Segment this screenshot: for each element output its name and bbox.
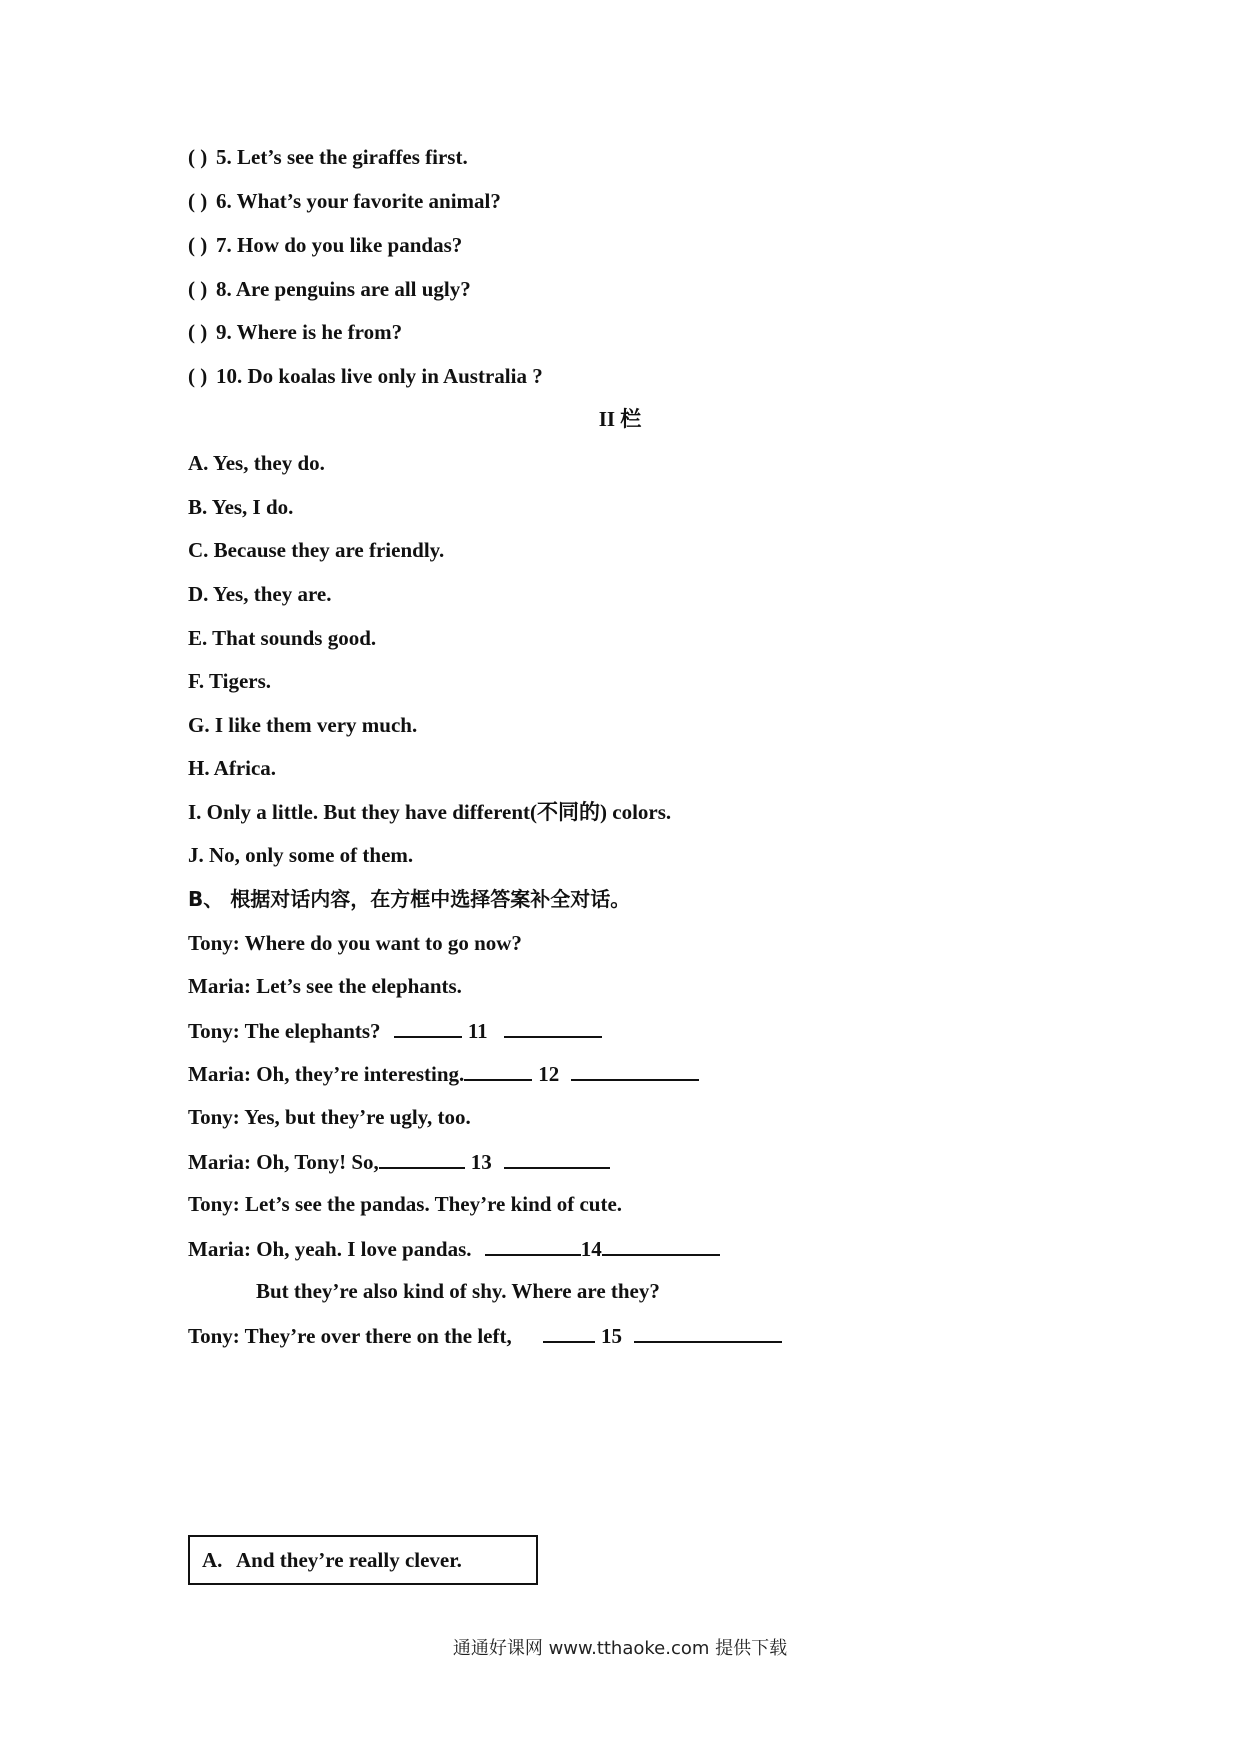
dialogue-text: Tony: They’re over there on the left, bbox=[188, 1324, 512, 1348]
fill-blank[interactable] bbox=[543, 1321, 595, 1343]
answer-bracket: ( ) bbox=[188, 189, 208, 213]
fill-blank[interactable] bbox=[602, 1234, 720, 1256]
answer-option: J. No, only some of them. bbox=[188, 843, 414, 867]
answer-option: E. That sounds good. bbox=[188, 626, 377, 650]
question-text: 10. Do koalas live only in Australia ? bbox=[216, 364, 543, 388]
option-letter: A. bbox=[202, 1548, 223, 1572]
fill-blank[interactable] bbox=[464, 1059, 532, 1081]
option-text: And they’re really clever. bbox=[236, 1548, 462, 1572]
question-8 bbox=[188, 275, 471, 303]
question-9 bbox=[188, 318, 402, 346]
answer-bracket: ( ) bbox=[188, 233, 208, 257]
fill-blank[interactable] bbox=[504, 1147, 610, 1169]
blank-number: 12 bbox=[538, 1062, 560, 1086]
question-7 bbox=[188, 231, 462, 259]
dialogue-line-13 bbox=[188, 1147, 610, 1176]
question-text: 8. Are penguins are all ugly? bbox=[216, 277, 471, 301]
answer-bracket: ( ) bbox=[188, 145, 208, 169]
dialogue-line-15 bbox=[188, 1321, 782, 1350]
blank-number: 14 bbox=[580, 1237, 602, 1261]
dialogue-line: Maria: Let’s see the elephants. bbox=[188, 974, 462, 998]
answer-option: D. Yes, they are. bbox=[188, 582, 332, 606]
dialogue-line: But they’re also kind of shy. Where are they? bbox=[256, 1279, 660, 1303]
question-6 bbox=[188, 187, 501, 215]
dialogue-line: Tony: Where do you want to go now? bbox=[188, 931, 522, 955]
fill-blank[interactable] bbox=[379, 1147, 465, 1169]
answer-bracket: ( ) bbox=[188, 364, 208, 388]
page-footer: 通通好课网 www.tthaoke.com 提供下载 bbox=[452, 1638, 788, 1659]
question-10 bbox=[188, 362, 543, 390]
answer-bracket: ( ) bbox=[188, 277, 208, 301]
option-box bbox=[188, 1535, 538, 1585]
answer-option: B. Yes, I do. bbox=[188, 495, 294, 519]
answer-option: F. Tigers. bbox=[188, 669, 272, 693]
dialogue-text: Maria: Oh, they’re interesting. bbox=[188, 1062, 465, 1086]
question-text: 7. How do you like pandas? bbox=[216, 233, 463, 257]
blank-number: 13 bbox=[470, 1150, 492, 1174]
section-b-title: B、 根据对话内容，在方框中选择答案补全对话。 bbox=[188, 887, 631, 911]
fill-blank[interactable] bbox=[634, 1321, 782, 1343]
fill-blank[interactable] bbox=[394, 1016, 462, 1038]
question-text: 6. What’s your favorite animal? bbox=[216, 189, 501, 213]
dialogue-text: Maria: Oh, Tony! So, bbox=[188, 1150, 379, 1174]
question-5 bbox=[188, 143, 468, 171]
dialogue-line-11 bbox=[188, 1016, 602, 1045]
fill-blank[interactable] bbox=[571, 1059, 699, 1081]
dialogue-line: Tony: Yes, but they’re ugly, too. bbox=[188, 1105, 471, 1129]
answer-option: H. Africa. bbox=[188, 756, 277, 780]
blank-number: 15 bbox=[600, 1324, 622, 1348]
question-text: 9. Where is he from? bbox=[216, 320, 403, 344]
fill-blank[interactable] bbox=[504, 1016, 602, 1038]
dialogue-text: Tony: The elephants? bbox=[188, 1019, 381, 1043]
answer-option: C. Because they are friendly. bbox=[188, 538, 445, 562]
dialogue-line-12 bbox=[188, 1059, 699, 1088]
dialogue-line: Tony: Let’s see the pandas. They’re kind of cute. bbox=[188, 1192, 623, 1216]
column-heading: II 栏 bbox=[598, 407, 642, 431]
fill-blank[interactable] bbox=[485, 1234, 581, 1256]
dialogue-line-14 bbox=[188, 1234, 720, 1263]
answer-option: A. Yes, they do. bbox=[188, 451, 325, 475]
question-text: 5. Let’s see the giraffes first. bbox=[216, 145, 468, 169]
answer-option: I. Only a little. But they have different(不同的) colors. bbox=[188, 800, 672, 824]
dialogue-text: Maria: Oh, yeah. I love pandas. bbox=[188, 1237, 472, 1261]
answer-bracket: ( ) bbox=[188, 320, 208, 344]
blank-number: 11 bbox=[467, 1019, 488, 1043]
answer-option: G. I like them very much. bbox=[188, 713, 418, 737]
